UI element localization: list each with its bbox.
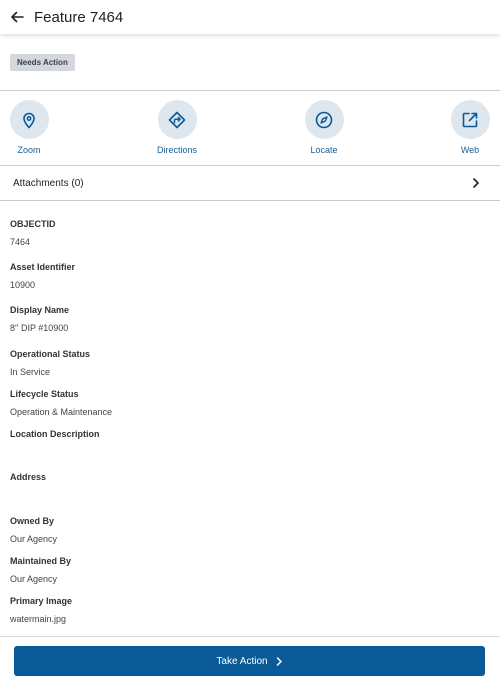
status-badge: Needs Action: [10, 54, 75, 71]
directions-icon-circle: [158, 100, 197, 139]
field-label: Owned By: [10, 516, 55, 526]
field-primary-image: [10, 596, 72, 624]
footer-divider: [0, 636, 500, 637]
action-bar: [0, 91, 500, 165]
field-value: 10900: [10, 280, 36, 290]
directions-icon: [167, 110, 187, 130]
web-button[interactable]: [435, 100, 500, 155]
field-owned-by: [10, 516, 57, 544]
field-value: Our Agency: [10, 534, 58, 544]
attachments-row[interactable]: [0, 166, 500, 200]
locate-icon-circle: [305, 100, 344, 139]
field-asset-identifier: [10, 262, 75, 290]
arrow-left-icon: [10, 10, 24, 24]
field-label: Maintained By: [10, 556, 72, 566]
attachments-label: Attachments (0): [13, 177, 84, 189]
field-label: Lifecycle Status: [10, 389, 79, 399]
app-header: [0, 0, 500, 34]
compass-icon: [314, 110, 334, 130]
back-button[interactable]: [6, 6, 28, 28]
divider: [0, 200, 500, 201]
field-objectid: [10, 219, 56, 247]
field-value: In Service: [10, 367, 51, 377]
field-lifecycle-status: [10, 389, 112, 417]
field-operational-status: [10, 349, 90, 377]
field-label: Operational Status: [10, 349, 91, 359]
field-display-name: [10, 305, 69, 333]
external-link-icon: [460, 110, 480, 130]
directions-label: Directions: [156, 145, 197, 155]
field-label: Address: [10, 472, 47, 482]
field-value: 8'' DIP #10900: [10, 323, 69, 333]
field-value: Operation & Maintenance: [10, 407, 113, 417]
zoom-icon-circle: [10, 100, 49, 139]
take-action-label: Take Action: [216, 655, 268, 667]
field-value: 7464: [10, 237, 31, 247]
locate-label: Locate: [310, 145, 338, 155]
field-label: Location Description: [10, 429, 100, 439]
chevron-right-icon: [472, 178, 480, 188]
directions-button[interactable]: [142, 100, 212, 155]
locate-button[interactable]: [289, 100, 359, 155]
zoom-button[interactable]: [0, 100, 64, 155]
field-label: Asset Identifier: [10, 262, 76, 272]
field-value: watermain.jpg: [10, 614, 67, 624]
field-location-description: [10, 429, 100, 447]
field-label: OBJECTID: [10, 219, 56, 229]
field-address: [10, 472, 46, 490]
location-pin-icon: [20, 111, 38, 129]
field-maintained-by: [10, 556, 71, 584]
zoom-label: Zoom: [17, 145, 41, 155]
web-icon-circle: [451, 100, 490, 139]
web-label: Web: [460, 145, 480, 155]
field-value: Our Agency: [10, 574, 58, 584]
chevron-right-icon: [276, 657, 283, 666]
field-label: Primary Image: [10, 596, 73, 606]
page-title: Feature 7464: [34, 8, 124, 26]
field-label: Display Name: [10, 305, 70, 315]
take-action-button[interactable]: [14, 646, 485, 676]
